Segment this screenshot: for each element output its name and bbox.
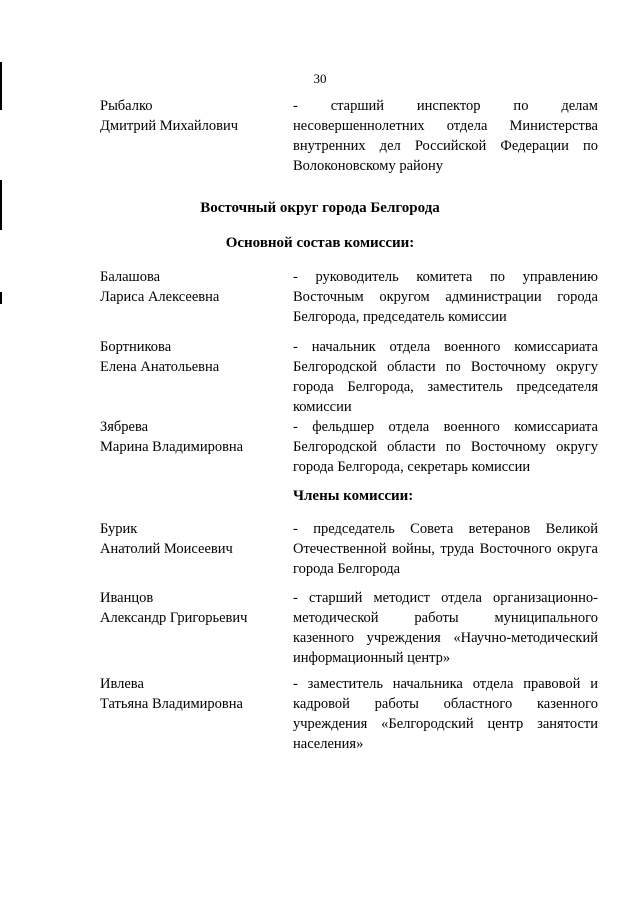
surname: Бурик: [100, 521, 138, 537]
main-composition-heading: Основной состав комиссии:: [225, 235, 415, 251]
person-name: [100, 337, 280, 377]
person-name: [100, 588, 280, 628]
surname: Рыбалко: [100, 98, 153, 114]
given-names: Татьяна Владимировна: [100, 696, 243, 712]
position-description: - начальник отдела военного комиссариата Белгородской области по Восточному округу города Белгорода, заместитель председателя комиссии: [293, 339, 598, 415]
position-description: - старший инспектор по делам несовершеннолетних отдела Министерства внутренних дел Российской Федерации по Волоконовскому району: [293, 98, 598, 174]
person-name: [100, 519, 280, 559]
person-name: [100, 674, 280, 714]
given-names: Марина Владимировна: [100, 439, 244, 455]
position-description: - старший методист отдела организационно-методической работы муниципального казенного учреждения «Научно-методический информационный центр»: [293, 590, 598, 666]
surname: Бортникова: [100, 339, 172, 355]
person-name: [100, 267, 280, 307]
position-description: - председатель Совета ветеранов Великой Отечественной войны, труда Восточного округа города Белгорода: [293, 521, 598, 577]
given-names: Дмитрий Михайлович: [100, 118, 239, 134]
surname: Ивлева: [100, 676, 144, 692]
given-names: Анатолий Моисеевич: [100, 541, 233, 557]
page-number: 30: [313, 71, 327, 86]
position-description: - заместитель начальника отдела правовой и кадровой работы областного казенного учреждения «Белгородский центр занятости населения»: [293, 676, 598, 752]
surname: Зябрева: [100, 419, 149, 435]
position-description: - фельдшер отдела военного комиссариата Белгородской области по Восточному округу города Белгорода, секретарь комиссии: [293, 419, 598, 475]
district-heading: Восточный округ города Белгорода: [200, 200, 440, 216]
surname: Балашова: [100, 269, 161, 285]
person-name: [100, 417, 280, 457]
members-heading: Члены комиссии:: [293, 488, 414, 504]
given-names: Лариса Алексеевна: [100, 289, 220, 305]
position-description: - руководитель комитета по управлению Восточным округом администрации города Белгорода, председатель комиссии: [293, 269, 598, 325]
left-margin-mark: [0, 292, 2, 304]
given-names: Елена Анатольевна: [100, 359, 220, 375]
person-name: [100, 96, 280, 136]
given-names: Александр Григорьевич: [100, 610, 248, 626]
surname: Иванцов: [100, 590, 154, 606]
